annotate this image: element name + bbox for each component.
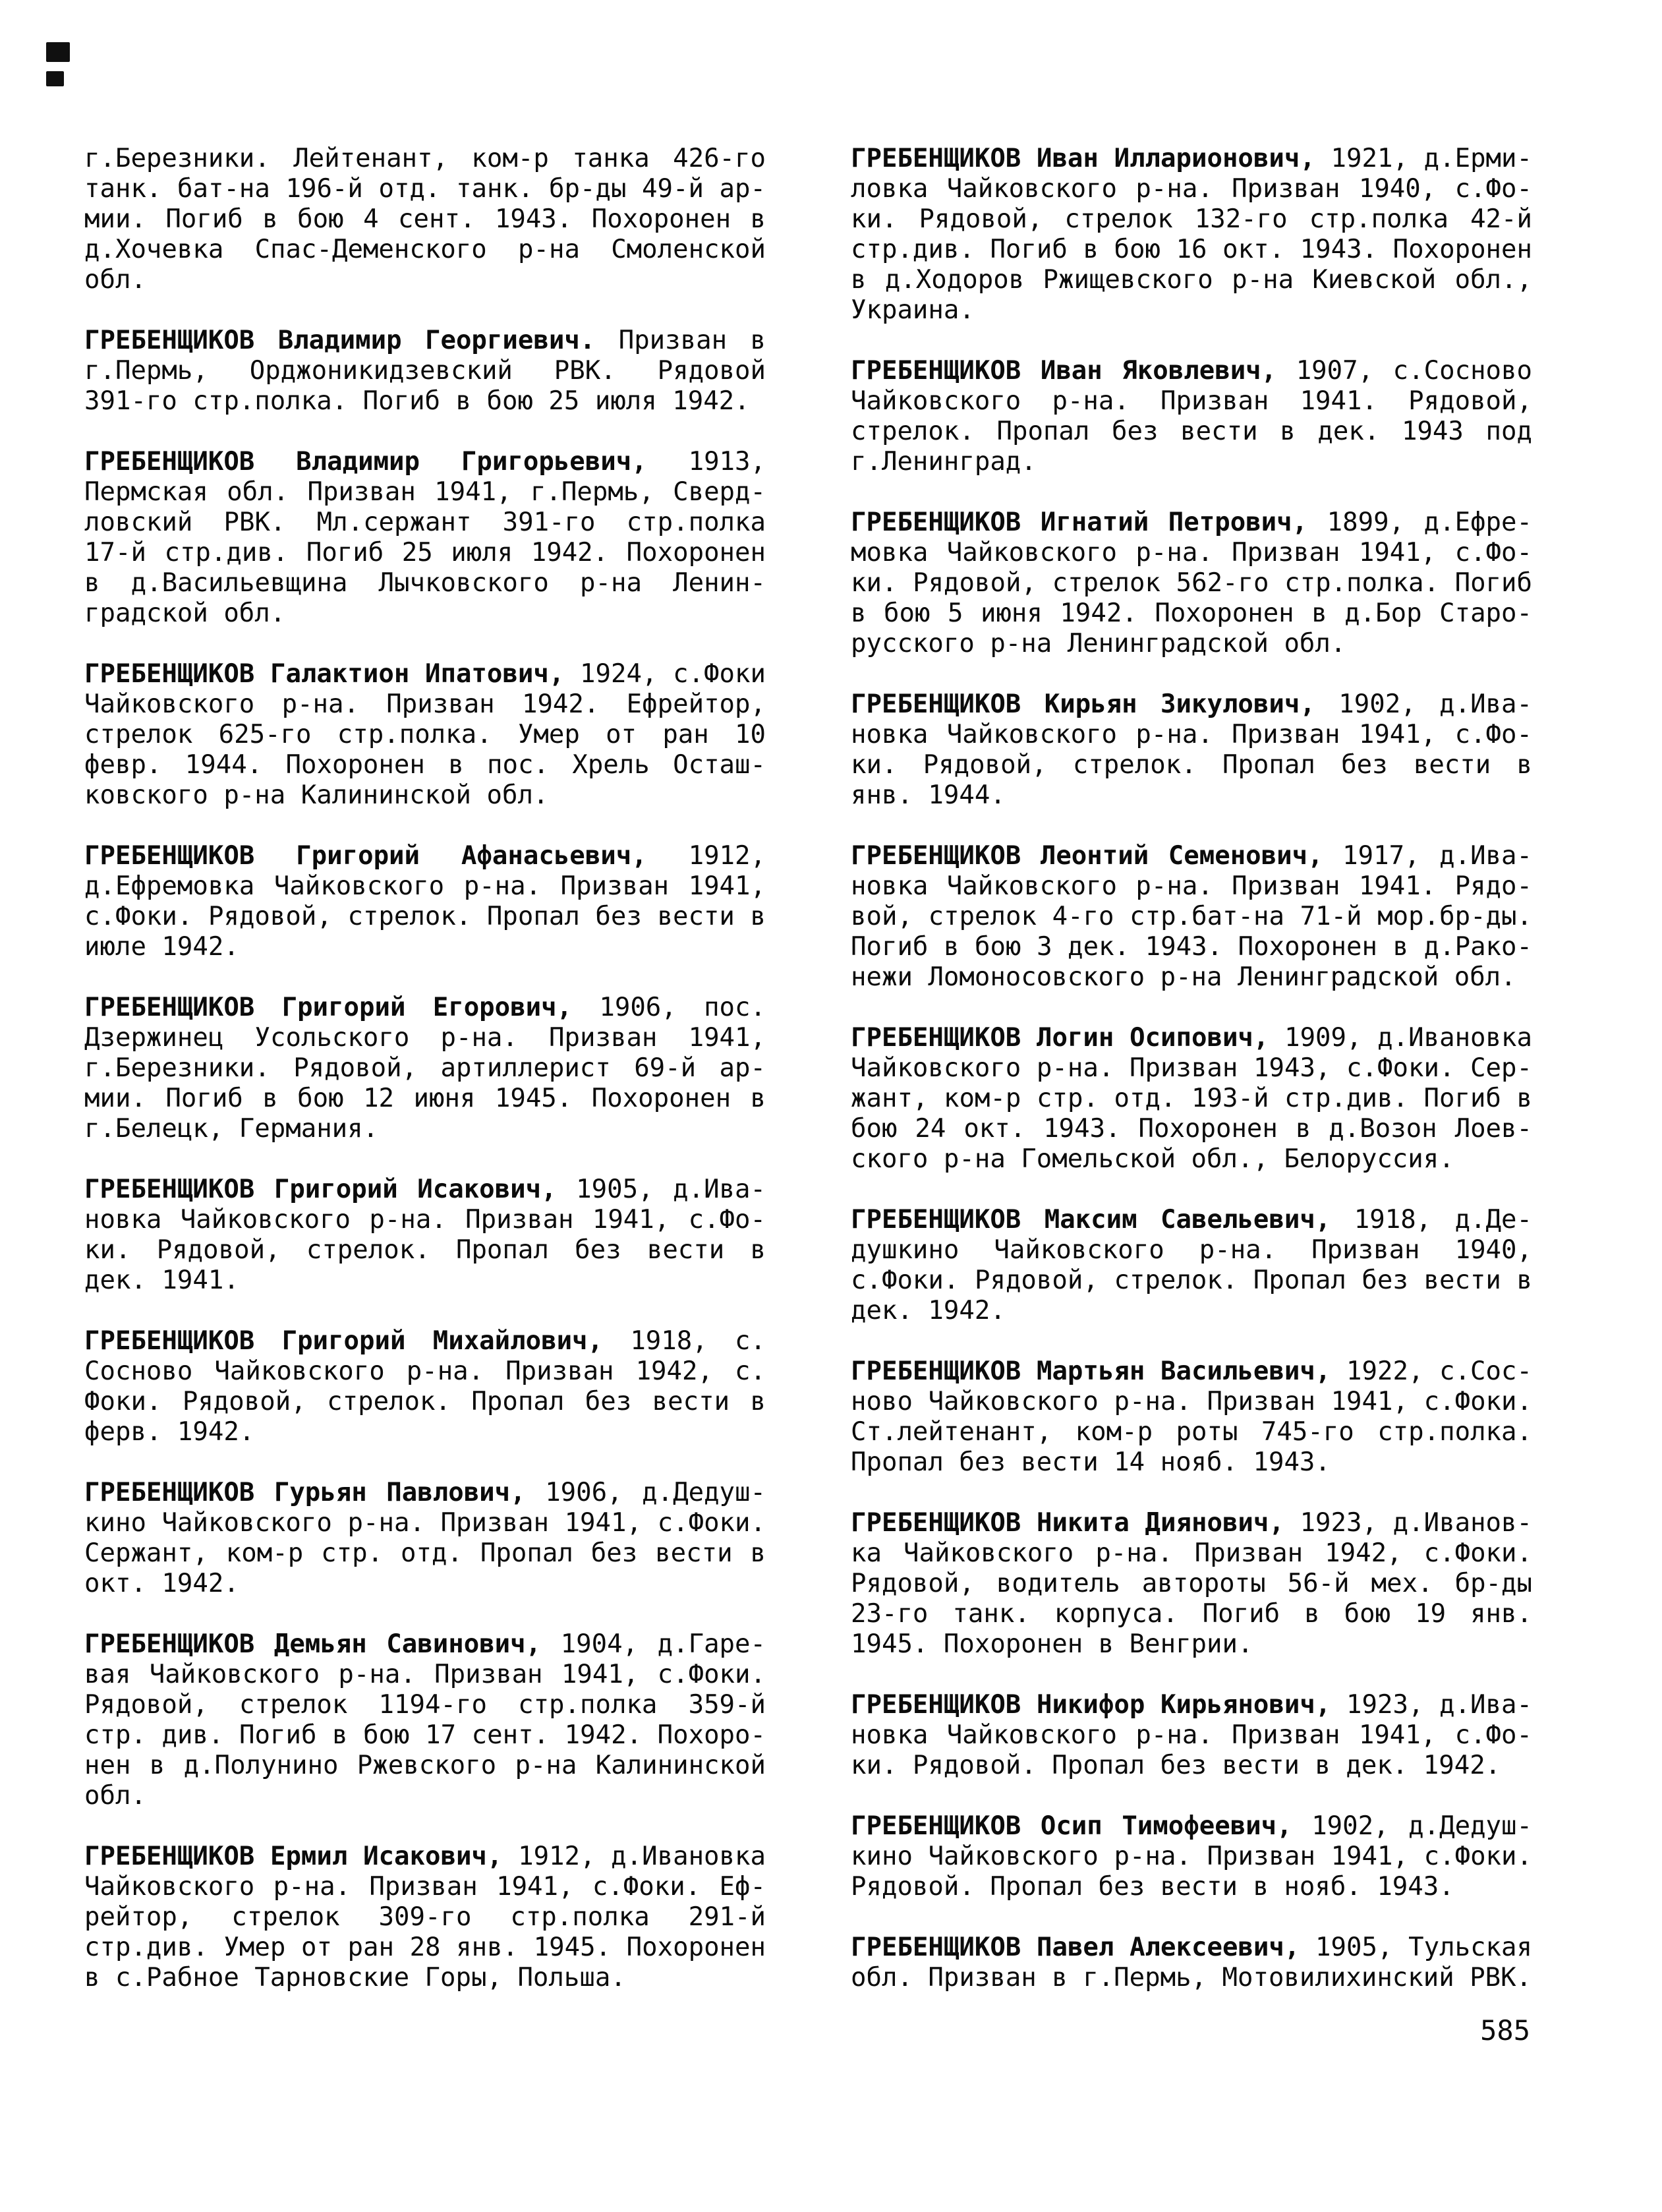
entry-line: в д.Васильевщина Лычковского р-на Ленин- — [84, 568, 766, 598]
memorial-entry — [851, 841, 1532, 993]
entry-line: стрелок. Пропал без вести в дек. 1943 под — [851, 417, 1532, 446]
entry-person-name: ГРЕБЕНЩИКОВ Галактион Ипатович, — [84, 659, 565, 689]
entry-line: ГРЕБЕНЩИКОВ Иван Яковлевич, 1907, с.Сосново — [851, 356, 1532, 386]
entry-line: ГРЕБЕНЩИКОВ Кирьян Зикулович, 1902, д.Ива- — [851, 689, 1532, 719]
entry-line: ГРЕБЕНЩИКОВ Ермил Исакович, 1912, д.Ивановка — [84, 1842, 766, 1871]
memorial-entry — [851, 1690, 1532, 1781]
entry-person-name: ГРЕБЕНЩИКОВ Кирьян Зикулович, — [851, 689, 1315, 719]
entry-line: июле 1942. — [84, 932, 239, 962]
entry-line: Сосново Чайковского р-на. Призван 1942, с. — [84, 1356, 766, 1386]
memorial-entry — [851, 1356, 1532, 1478]
entry-person-name: ГРЕБЕНЩИКОВ Григорий Егорович, — [84, 993, 573, 1022]
memorial-entry — [84, 993, 766, 1144]
entry-line: ГРЕБЕНЩИКОВ Григорий Афанасьевич, 1912, — [84, 841, 766, 871]
memorial-entry — [851, 1933, 1532, 1993]
entry-line: градской обл. — [84, 598, 286, 628]
entry-line: ГРЕБЕНЩИКОВ Никита Диянович, 1923, д.Иванов- — [851, 1508, 1532, 1538]
entry-line: Погиб в бою 3 дек. 1943. Похоронен в д.Рако- — [851, 932, 1532, 962]
scan-corner-mark — [46, 71, 64, 86]
entry-line: ГРЕБЕНЩИКОВ Леонтий Семенович, 1917, д.Ива- — [851, 841, 1532, 871]
entry-line: Фоки. Рядовой, стрелок. Пропал без вести в — [84, 1387, 766, 1416]
entry-person-name: ГРЕБЕНЩИКОВ Осип Тимофеевич, — [851, 1811, 1292, 1841]
entry-person-name: ГРЕБЕНЩИКОВ Игнатий Петрович, — [851, 508, 1308, 537]
entry-line: ГРЕБЕНЩИКОВ Григорий Егорович, 1906, пос. — [84, 993, 766, 1022]
entry-line: Пермская обл. Призван 1941, г.Пермь, Сверд- — [84, 477, 766, 507]
entry-line: ловка Чайковского р-на. Призван 1940, с.Фо- — [851, 174, 1532, 204]
entry-line: Дзержинец Усольского р-на. Призван 1941, — [84, 1023, 766, 1053]
entry-line: Рядовой, стрелок 1194-го стр.полка 359-й — [84, 1690, 766, 1720]
entry-line: ГРЕБЕНЩИКОВ Максим Савельевич, 1918, д.Де- — [851, 1205, 1533, 1235]
entry-line: ново Чайковского р-на. Призван 1941, с.Фоки. — [851, 1387, 1532, 1416]
entry-line: бою 24 окт. 1943. Похоронен в д.Возон Лоев- — [851, 1114, 1532, 1144]
entry-line: мии. Погиб в бою 4 сент. 1943. Похоронен в — [84, 204, 766, 234]
text-column-right — [851, 144, 1532, 1993]
entry-line: д.Ефремовка Чайковского р-на. Призван 1941, — [84, 871, 766, 901]
entry-line: ковского р-на Калининской обл. — [84, 780, 549, 810]
entry-line: новка Чайковского р-на. Призван 1941. Рядо- — [851, 871, 1532, 901]
entry-line: вой, стрелок 4-го стр.бат-на 71-й мор.бр-ды. — [851, 902, 1532, 931]
entry-line: стр.див. Умер от ран 28 янв. 1945. Похоронен — [84, 1933, 766, 1962]
entry-line: нен в д.Полунино Ржевского р-на Калининской — [84, 1751, 766, 1780]
entry-line: новка Чайковского р-на. Призван 1941, с.Фо- — [851, 1720, 1532, 1750]
entry-line: ГРЕБЕНЩИКОВ Павел Алексеевич, 1905, Тульская — [851, 1933, 1532, 1962]
memorial-entry — [851, 144, 1532, 326]
entry-person-name: ГРЕБЕНЩИКОВ Никифор Кирьянович, — [851, 1690, 1331, 1720]
memorial-entry — [851, 1205, 1532, 1326]
entry-line: Рядовой, водитель автороты 56-й мех. бр-ды — [851, 1569, 1532, 1598]
entry-line: в с.Рабное Тарновские Горы, Польша. — [84, 1963, 626, 1993]
memorial-entry — [84, 1842, 766, 1993]
entry-line: стр.див. Погиб в бою 16 окт. 1943. Похоронен — [851, 235, 1532, 264]
entry-person-name: ГРЕБЕНЩИКОВ Гурьян Павлович, — [84, 1478, 526, 1507]
memorial-entry — [851, 508, 1532, 659]
entry-line: ГРЕБЕНЩИКОВ Григорий Михайлович, 1918, с. — [84, 1326, 766, 1356]
entry-line: Чайковского р-на. Призван 1941. Рядовой, — [851, 386, 1532, 416]
entry-person-name: ГРЕБЕНЩИКОВ Григорий Афанасьевич, — [84, 841, 647, 871]
entry-line: г.Белецк, Германия. — [84, 1114, 379, 1144]
entry-line: ГРЕБЕНЩИКОВ Гурьян Павлович, 1906, д.Дедуш- — [84, 1478, 766, 1507]
entry-person-name: ГРЕБЕНЩИКОВ Владимир Григорьевич, — [84, 447, 647, 477]
entry-line: новка Чайковского р-на. Призван 1941, с.Фо- — [851, 720, 1532, 749]
entry-line: ка Чайковского р-на. Призван 1942, с.Фоки. — [851, 1538, 1532, 1568]
entry-line: ки. Рядовой, стрелок. Пропал без вести в — [851, 750, 1532, 780]
entry-line: ГРЕБЕНЩИКОВ Григорий Исакович, 1905, д.Ива- — [84, 1175, 766, 1204]
entry-line: Ст.лейтенант, ком-р роты 745-го стр.полка. — [851, 1417, 1532, 1447]
entry-person-name: ГРЕБЕНЩИКОВ Демьян Савинович, — [84, 1629, 542, 1659]
entry-line: ГРЕБЕНЩИКОВ Игнатий Петрович, 1899, д.Ефре- — [851, 508, 1532, 537]
entry-line: в бою 5 июня 1942. Похоронен в д.Бор Старо- — [851, 598, 1532, 628]
memorial-entry — [84, 1326, 766, 1447]
memorial-entry — [84, 1478, 766, 1599]
entry-person-name: ГРЕБЕНЩИКОВ Владимир Георгиевич. — [84, 326, 596, 355]
memorial-entry — [84, 1629, 766, 1811]
memorial-entry — [851, 356, 1532, 477]
entry-line: ки. Рядовой, стрелок. Пропал без вести в — [84, 1235, 766, 1265]
entry-person-name: ГРЕБЕНЩИКОВ Максим Савельевич, — [851, 1205, 1331, 1235]
entry-line: мовка Чайковского р-на. Призван 1941, с.Фо- — [851, 538, 1532, 568]
entry-line: рейтор, стрелок 309-го стр.полка 291-й — [84, 1902, 766, 1932]
entry-line: окт. 1942. — [84, 1569, 239, 1598]
entry-person-name: ГРЕБЕНЩИКОВ Леонтий Семенович, — [851, 841, 1323, 871]
entry-line: 1945. Похоронен в Венгрии. — [851, 1629, 1253, 1659]
entry-line: ГРЕБЕНЩИКОВ Иван Илларионович, 1921, д.Ерми- — [851, 144, 1532, 173]
entry-person-name: ГРЕБЕНЩИКОВ Иван Илларионович, — [851, 144, 1315, 173]
memorial-entry — [84, 326, 766, 417]
entry-person-name: ГРЕБЕНЩИКОВ Мартьян Васильевич, — [851, 1356, 1331, 1386]
entry-line: г.Пермь, Орджоникидзевский РВК. Рядовой — [84, 356, 766, 386]
entry-line: ГРЕБЕНЩИКОВ Владимир Григорьевич, 1913, — [84, 447, 766, 477]
memorial-entry — [84, 1175, 766, 1296]
entry-line: Рядовой. Пропал без вести в нояб. 1943. — [851, 1872, 1454, 1902]
entry-line: ловский РВК. Мл.сержант 391-го стр.полка — [84, 508, 766, 537]
entry-line: обл. — [84, 265, 146, 295]
entry-line: ГРЕБЕНЩИКОВ Владимир Георгиевич. Призван в — [84, 326, 766, 355]
entry-line: 391-го стр.полка. Погиб в бою 25 июля 1942. — [84, 386, 750, 416]
entry-line: ферв. 1942. — [84, 1417, 255, 1447]
entry-line: ского р-на Гомельской обл., Белоруссия. — [851, 1144, 1454, 1174]
entry-line: новка Чайковского р-на. Призван 1941, с.Фо- — [84, 1205, 766, 1235]
memorial-entry — [84, 447, 766, 629]
entry-line: жант, ком-р стр. отд. 193-й стр.див. Погиб в — [851, 1084, 1532, 1113]
entry-line: 17-й стр.див. Погиб 25 июля 1942. Похоронен — [84, 538, 766, 568]
memorial-entry — [84, 659, 766, 811]
entry-line: стр. див. Погиб в бою 17 сент. 1942. Похоро- — [84, 1720, 766, 1750]
entry-line: ГРЕБЕНЩИКОВ Галактион Ипатович, 1924, с.Фоки — [84, 659, 766, 689]
entry-person-name: ГРЕБЕНЩИКОВ Григорий Михайлович, — [84, 1326, 604, 1356]
entry-line: душкино Чайковского р-на. Призван 1940, — [851, 1235, 1532, 1265]
entry-line: в д.Ходоров Ржищевского р-на Киевской обл., — [851, 265, 1532, 295]
entry-line: ГРЕБЕНЩИКОВ Логин Осипович, 1909, д.Ивановка — [851, 1023, 1532, 1053]
entry-line: кино Чайковского р-на. Призван 1941, с.Фоки. — [851, 1842, 1532, 1871]
entry-line: г.Ленинград. — [851, 447, 1037, 477]
entry-line: нежи Ломоносовского р-на Ленинградской обл. — [851, 962, 1516, 992]
entry-line: Сержант, ком-р стр. отд. Пропал без вести в — [84, 1538, 766, 1568]
memorial-entry — [84, 144, 766, 295]
entry-line: ки. Рядовой, стрелок 562-го стр.полка. Погиб — [851, 568, 1532, 598]
memorial-entry — [851, 1023, 1532, 1175]
memorial-entry — [84, 841, 766, 962]
entry-person-name: ГРЕБЕНЩИКОВ Павел Алексеевич, — [851, 1933, 1300, 1962]
entry-line: обл. — [84, 1781, 146, 1811]
entry-line: мии. Погиб в бою 12 июня 1945. Похоронен в — [84, 1084, 766, 1113]
entry-line: танк. бат-на 196-й отд. танк. бр-ды 49-й ар- — [84, 174, 766, 204]
entry-line: Пропал без вести 14 нояб. 1943. — [851, 1447, 1331, 1477]
memorial-entry — [851, 1508, 1532, 1660]
entry-line: ГРЕБЕНЩИКОВ Демьян Савинович, 1904, д.Гаре- — [84, 1629, 766, 1659]
entry-line: ГРЕБЕНЩИКОВ Осип Тимофеевич, 1902, д.Дедуш- — [851, 1811, 1532, 1841]
entry-line: Чайковского р-на. Призван 1942. Ефрейтор, — [84, 689, 766, 719]
scan-corner-mark — [46, 42, 70, 62]
memorial-entry — [851, 689, 1532, 811]
memorial-entry — [851, 1811, 1532, 1902]
entry-line: г.Березники. Рядовой, артиллерист 69-й ар- — [84, 1053, 766, 1083]
entry-person-name: ГРЕБЕНЩИКОВ Ермил Исакович, — [84, 1842, 503, 1871]
entry-line: дек. 1941. — [84, 1266, 239, 1295]
entry-line: обл. Призван в г.Пермь, Мотовилихинский РВК. — [851, 1963, 1532, 1993]
entry-line: ки. Рядовой, стрелок 132-го стр.полка 42-й — [851, 204, 1532, 234]
entry-person-name: ГРЕБЕНЩИКОВ Григорий Исакович, — [84, 1175, 557, 1204]
entry-line: янв. 1944. — [851, 780, 1006, 810]
entry-line: ки. Рядовой. Пропал без вести в дек. 1942. — [851, 1751, 1501, 1780]
entry-line: Чайковского р-на. Призван 1943, с.Фоки. Сер- — [851, 1053, 1532, 1083]
entry-person-name: ГРЕБЕНЩИКОВ Логин Осипович, — [851, 1023, 1269, 1053]
entry-line: 23-го танк. корпуса. Погиб в бою 19 янв. — [851, 1599, 1532, 1629]
entry-line: с.Фоки. Рядовой, стрелок. Пропал без вести в — [84, 902, 766, 931]
entry-line: Украина. — [851, 295, 975, 325]
entry-line: ГРЕБЕНЩИКОВ Никифор Кирьянович, 1923, д.Ива- — [851, 1690, 1532, 1720]
entry-line: Чайковского р-на. Призван 1941, с.Фоки. Еф- — [84, 1872, 766, 1902]
entry-line: д.Хочевка Спас-Деменского р-на Смоленской — [84, 235, 766, 264]
entry-person-name: ГРЕБЕНЩИКОВ Иван Яковлевич, — [851, 356, 1277, 386]
entry-line: г.Березники. Лейтенант, ком-р танка 426-го — [84, 144, 766, 173]
entry-line: февр. 1944. Похоронен в пос. Хрель Осташ- — [84, 750, 766, 780]
entry-line: ГРЕБЕНЩИКОВ Мартьян Васильевич, 1922, с.Сос- — [851, 1356, 1532, 1386]
entry-line: с.Фоки. Рядовой, стрелок. Пропал без вести в — [851, 1266, 1532, 1295]
page-number: 585 — [1480, 2014, 1530, 2047]
entry-line: вая Чайковского р-на. Призван 1941, с.Фоки. — [84, 1660, 766, 1689]
entry-line: дек. 1942. — [851, 1296, 1006, 1325]
entry-line: русского р-на Ленинградской обл. — [851, 629, 1346, 658]
entry-line: кино Чайковского р-на. Призван 1941, с.Фоки. — [84, 1508, 766, 1538]
entry-line: стрелок 625-го стр.полка. Умер от ран 10 — [84, 720, 766, 749]
entry-person-name: ГРЕБЕНЩИКОВ Никита Диянович, — [851, 1508, 1284, 1538]
text-column-left — [84, 144, 766, 1993]
